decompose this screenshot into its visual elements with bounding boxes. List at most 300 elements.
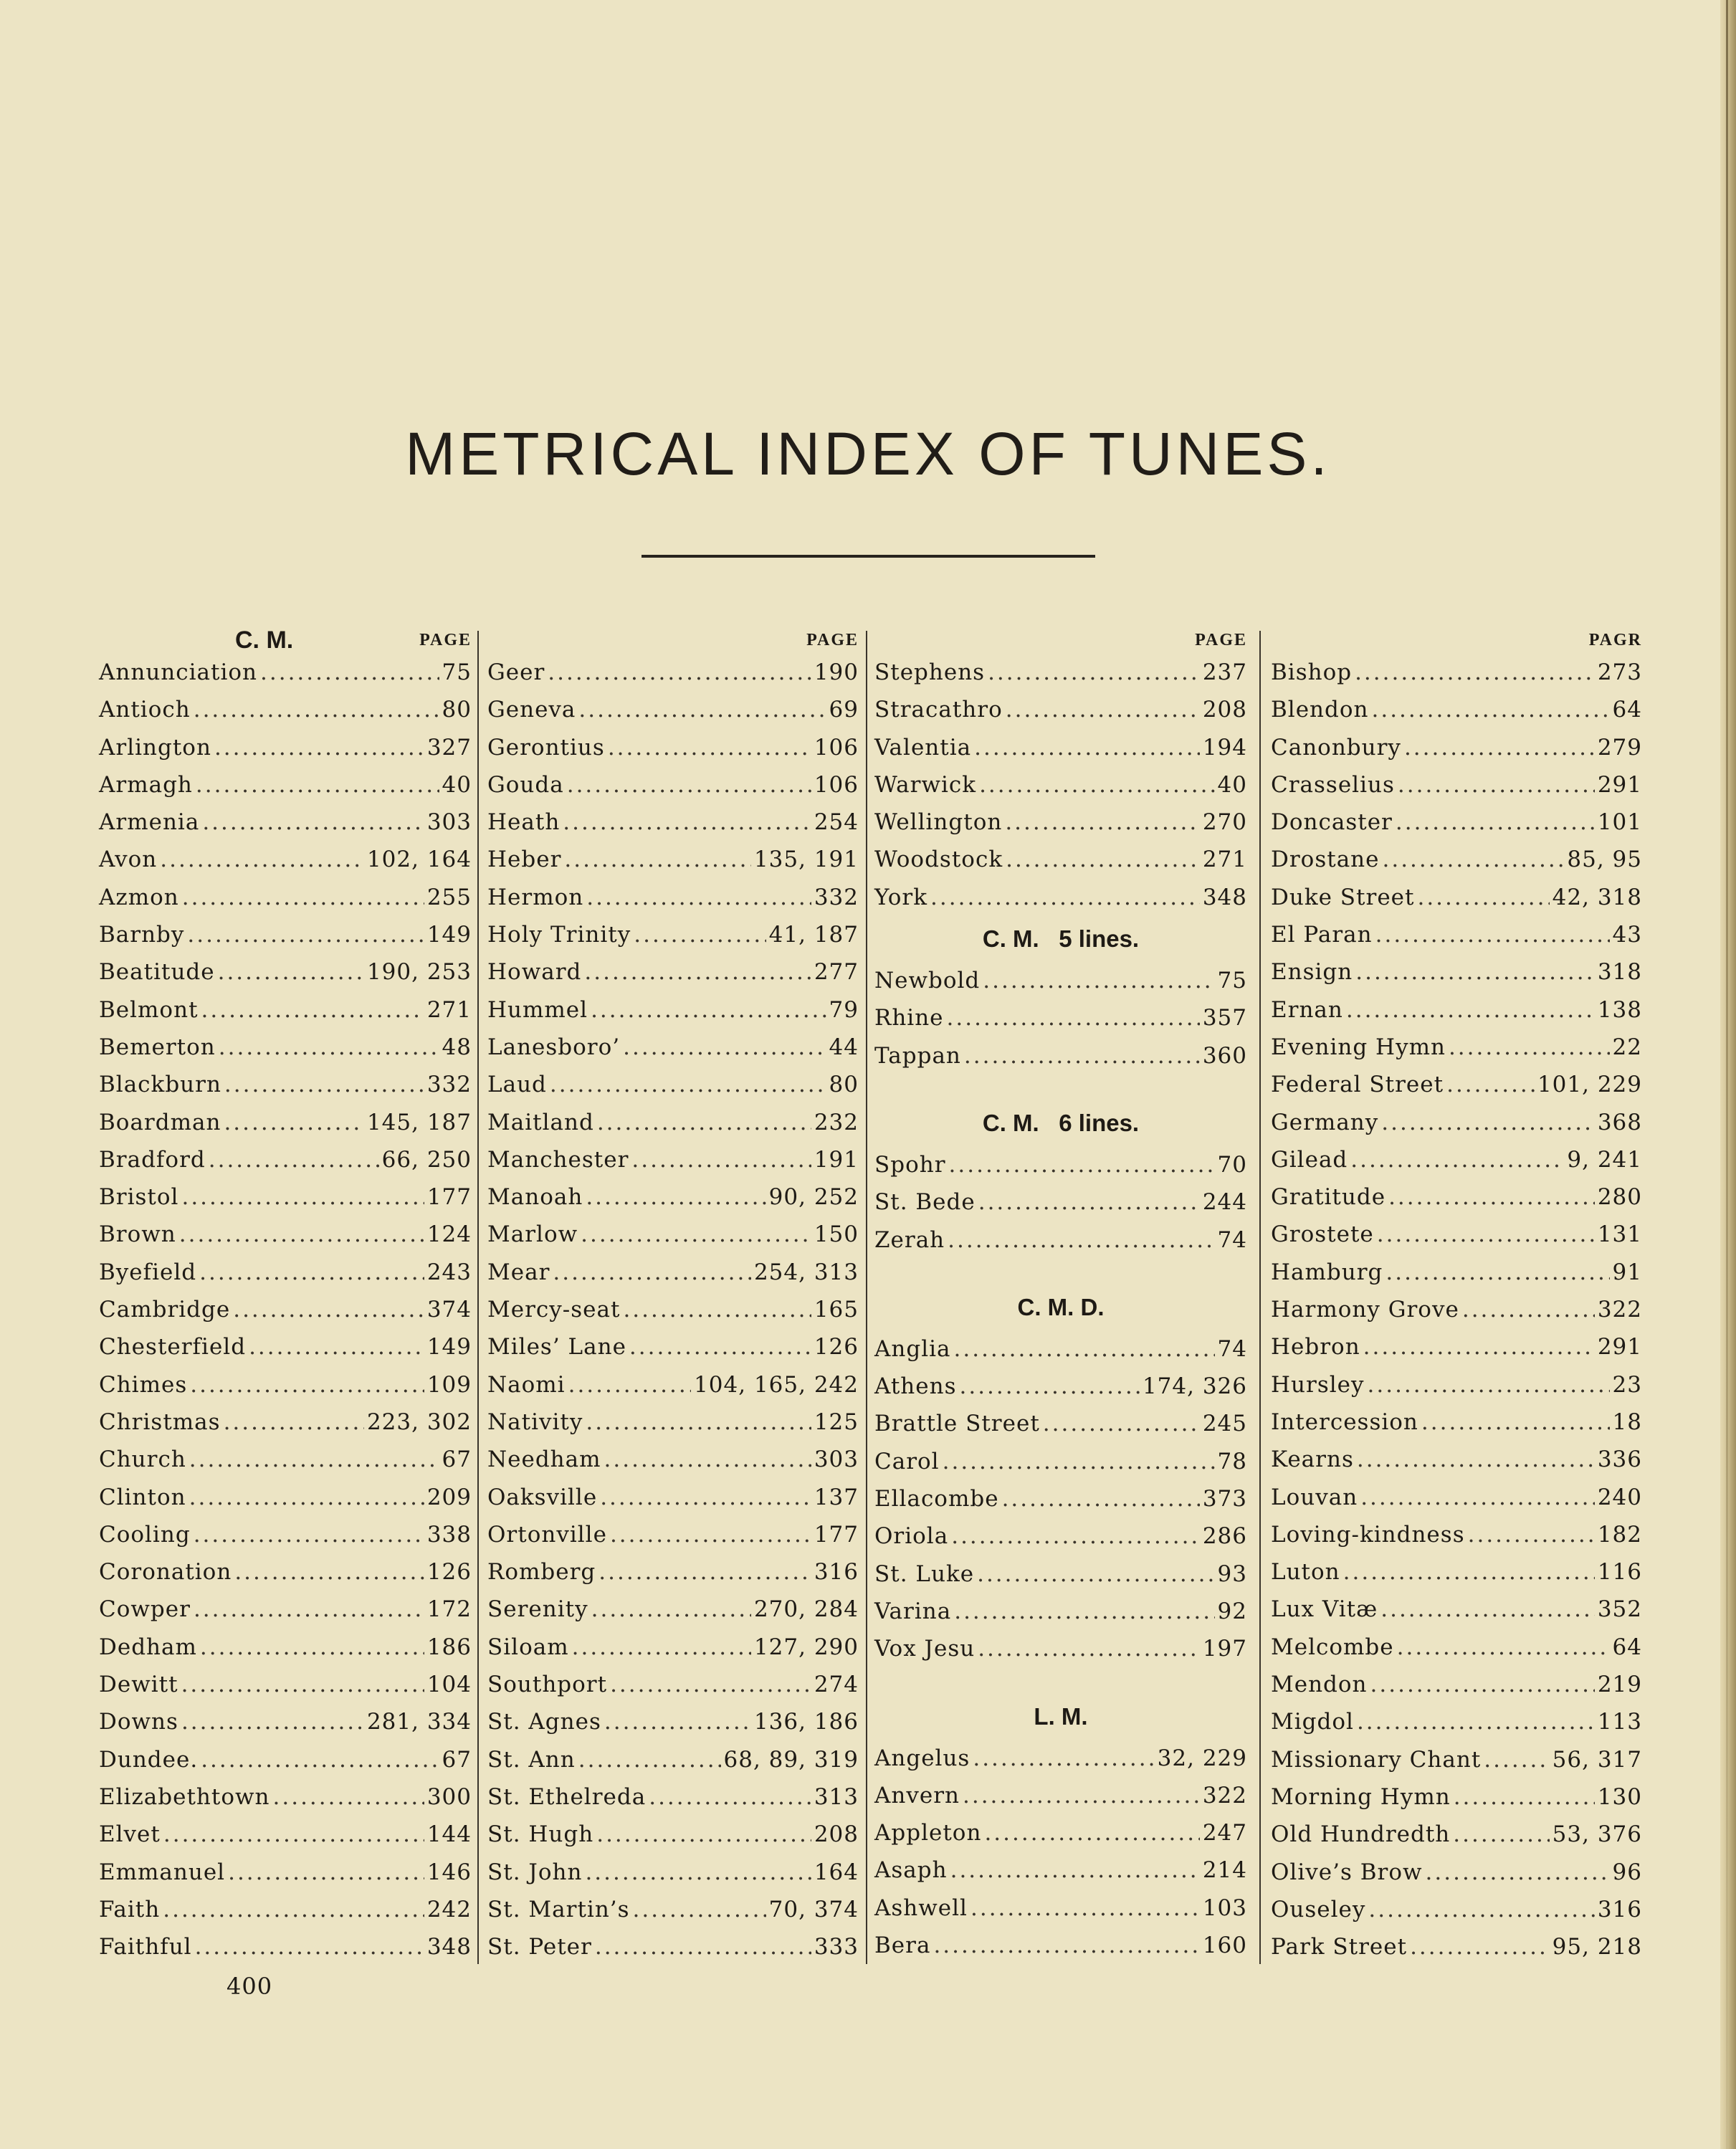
tune-name: Hursley [1271,1371,1365,1398]
tune-name: Blackburn [99,1072,221,1098]
tune-name: Zerah [874,1226,945,1253]
tune-name: Geer [487,659,545,685]
dot-leader [951,1517,1200,1555]
tune-page: 313 [814,1783,859,1810]
dot-leader [1396,804,1595,841]
tune-name: Armenia [99,809,200,836]
tune-entry [874,1927,1247,1964]
dot-leader [591,1591,751,1628]
tune-entry [99,1479,472,1516]
dot-leader [568,1366,691,1404]
tune-page: 48 [442,1034,472,1060]
tune-name: Serenity [487,1596,588,1623]
dot-leader [1462,1291,1595,1328]
tune-page: 273 [1597,659,1642,685]
tune-name: Chesterfield [99,1334,247,1361]
tune-page: 53, 376 [1552,1821,1642,1848]
dot-leader [550,1066,826,1103]
tune-name: Valentia [874,734,972,761]
tune-name: Howard [487,959,582,986]
tune-page: 85, 95 [1567,847,1642,873]
tune-page: 165 [814,1297,859,1323]
tune-page: 18 [1612,1409,1642,1435]
dot-leader [578,691,826,728]
dot-leader [194,1516,424,1553]
tune-page: 332 [814,884,859,910]
dot-leader [581,1216,811,1253]
dot-leader [233,1291,424,1328]
tune-name: St. Agnes [487,1709,601,1735]
tune-page: 279 [1597,734,1642,761]
tune-name: Holy Trinity [487,922,631,948]
tune-entry [874,1593,1247,1630]
tune-page: 22 [1612,1034,1642,1060]
tune-name: Stracathro [874,697,1003,723]
dot-leader [983,962,1214,999]
tune-entry [1271,916,1642,953]
tune-page: 56, 317 [1552,1746,1642,1773]
column-divider [477,631,479,1964]
tune-entry [874,962,1247,999]
tune-name: Grostete [1271,1221,1374,1248]
dot-leader [201,1741,439,1778]
dot-leader [1002,1480,1200,1517]
tune-entry [874,1890,1247,1927]
tune-entry [487,916,859,953]
tune-entry [1271,1516,1642,1553]
tune-entry [99,1141,472,1178]
dot-leader [1421,1404,1610,1441]
tune-page: 43 [1612,922,1642,948]
tune-entry [487,879,859,916]
tune-page: 194 [1202,734,1247,761]
dot-leader [1453,1816,1549,1853]
dot-leader [201,991,424,1029]
tune-page: 104, 165, 242 [694,1371,859,1398]
dot-leader [1380,1591,1595,1628]
dot-leader [978,1183,1200,1221]
tune-page: 90, 252 [768,1184,859,1211]
tune-name: Crasselius [1271,771,1395,798]
tune-entry [874,1146,1247,1183]
tune-entry [99,766,472,804]
dot-leader [563,804,811,841]
dot-leader [1449,1029,1610,1066]
dot-leader [1355,654,1595,691]
tune-page: 291 [1597,1334,1642,1361]
dot-leader [1377,1216,1595,1253]
tune-entry [99,1029,472,1066]
tune-name: Gilead [1271,1146,1348,1173]
page-column-label: PAGE [1195,631,1247,649]
tune-name: Ortonville [487,1521,607,1548]
tune-name: Barnby [99,922,185,948]
dot-leader [163,1816,424,1853]
dot-leader [1383,841,1565,878]
tune-page: 243 [426,1259,472,1285]
tune-entry [99,1741,472,1778]
tune-page: 197 [1202,1636,1247,1662]
dot-leader [218,953,364,991]
tune-page: 271 [426,996,472,1023]
tune-name: Bishop [1271,659,1353,685]
tune-page: 338 [426,1521,472,1548]
tune-entry [99,691,472,728]
tune-entry [1271,654,1642,691]
dot-leader [1386,1254,1609,1291]
tune-entry [99,1291,472,1328]
tune-page: 291 [1597,771,1642,798]
tune-entry [1271,1854,1642,1891]
tune-entry [1271,1366,1642,1404]
tune-entry [1271,1141,1642,1178]
tune-page: 92 [1217,1598,1247,1624]
tune-name: Mendon [1271,1672,1368,1698]
tune-name: Emmanuel [99,1859,226,1885]
tune-page: 333 [814,1934,859,1960]
dot-leader [214,729,424,766]
tune-page: 232 [814,1109,859,1135]
tune-name: Naomi [487,1371,566,1398]
tune-page: 78 [1217,1448,1247,1474]
tune-entry [99,1591,472,1628]
tune-page: 80 [829,1072,859,1098]
page-binding-edge [1720,0,1736,2149]
dot-leader [181,1178,424,1216]
column-header [99,625,472,654]
dot-leader [1006,691,1200,728]
dot-leader [596,1816,811,1853]
tune-entry [1271,1666,1642,1703]
tune-name: Maitland [487,1109,594,1135]
tune-name: Needham [487,1447,601,1473]
tune-entry [487,841,859,878]
tune-entry [487,1891,859,1928]
tune-name: Melcombe [1271,1634,1394,1660]
dot-leader [224,1066,424,1103]
tune-name: Christmas [99,1409,221,1435]
dot-leader [963,1777,1200,1814]
dot-leader [649,1778,811,1816]
dot-leader [988,654,1200,691]
tune-entry [99,729,472,766]
dot-leader [586,1178,766,1216]
meter-heading: C. M. 5 lines. [982,925,1140,953]
tune-page: 106 [814,734,859,761]
tune-page: 322 [1202,1782,1247,1809]
tune-name: Ensign [1271,959,1353,986]
tune-entry [1271,1328,1642,1366]
tune-name: St. Martin’s [487,1896,630,1922]
tune-entry [487,1778,859,1816]
tune-entry [487,1404,859,1441]
dot-leader [182,879,424,916]
tune-page: 67 [442,1447,472,1473]
tune-name: Lux Vitæ [1271,1596,1378,1623]
tune-name: Cowper [99,1596,191,1623]
dot-leader [978,1630,1200,1667]
dot-leader [1368,1891,1594,1928]
tune-name: Wellington [874,809,1003,836]
tune-entry [1271,1928,1642,1965]
tune-name: Mear [487,1259,550,1285]
tune-name: Coronation [99,1559,232,1586]
tune-entry [1271,953,1642,991]
dot-leader [1468,1516,1595,1553]
dot-leader [949,1146,1215,1183]
dot-leader [199,1254,424,1291]
tune-page: 242 [426,1896,472,1922]
tune-page: 124 [426,1221,472,1248]
tune-name: Southport [487,1672,608,1698]
tune-page: 240 [1597,1484,1642,1510]
index-column-2 [487,625,859,1973]
tune-name: Blendon [1271,697,1369,723]
tune-entry [487,1216,859,1253]
tune-name: Chimes [99,1371,188,1398]
tune-name: Manoah [487,1184,583,1211]
page-column-label: PAGR [1588,631,1642,649]
tune-page: 137 [814,1484,859,1510]
dot-leader [1370,1666,1595,1703]
tune-entry [99,1441,472,1478]
tune-page: 79 [829,996,859,1023]
tune-name: St. Luke [874,1560,975,1587]
tune-entry [99,1928,472,1965]
index-column-1 [99,625,472,1973]
dot-leader [948,1221,1214,1259]
dot-leader [219,1029,439,1066]
tune-entry [487,1516,859,1553]
tune-entry [1271,1816,1642,1853]
tune-page: 303 [426,809,472,836]
column-divider [1259,631,1261,1964]
dot-leader [572,1629,751,1666]
tune-page: 126 [814,1334,859,1361]
tune-entry [99,1666,472,1703]
tune-entry [487,1141,859,1178]
tune-entry [874,1852,1247,1889]
tune-entry [1271,1029,1642,1066]
tune-name: El Paran [1271,922,1373,948]
meter-heading: C. M. 6 lines. [982,1109,1140,1136]
tune-name: York [874,884,928,910]
tune-page: 348 [426,1934,472,1960]
tune-page: 190 [814,659,859,685]
tune-page: 116 [1597,1559,1642,1586]
tune-page: 138 [1597,996,1642,1023]
dot-leader [595,1928,811,1965]
dot-leader [181,1703,364,1740]
tune-entry [874,729,1247,766]
tune-name: Dedham [99,1634,197,1660]
page-number: 400 [226,1973,273,2000]
meter-heading: L. M. [1034,1702,1088,1730]
dot-leader [604,1441,811,1478]
tune-entry [1271,841,1642,878]
tune-name: Kearns [1271,1447,1354,1473]
tune-name: Azmon [99,884,179,910]
dot-leader [984,1814,1199,1852]
tune-name: Newbold [874,968,981,994]
tune-entry [487,1328,859,1366]
tune-page: 332 [426,1072,472,1098]
tune-page: 316 [1597,1896,1642,1922]
tune-name: Tappan [874,1042,961,1069]
tune-page: 149 [426,1334,472,1361]
dot-leader [604,1703,751,1740]
tune-page: 303 [814,1447,859,1473]
dot-leader [1005,804,1200,841]
tune-name: Ashwell [874,1895,968,1921]
tune-name: St. Hugh [487,1821,594,1848]
tune-name: Vox Jesu [874,1636,976,1662]
dot-leader [1446,1066,1535,1103]
tune-page: 44 [829,1034,859,1060]
dot-leader [597,1104,811,1141]
tune-entry [1271,804,1642,841]
tune-name: Old Hundredth [1271,1821,1451,1848]
tune-name: Beatitude [99,959,215,986]
tune-page: 374 [426,1297,472,1323]
tune-entry [874,1037,1247,1074]
tune-entry [1271,1591,1642,1628]
tune-page: 64 [1612,1634,1642,1660]
dot-leader [954,1593,1214,1630]
tune-entry [487,729,859,766]
tune-name: Belmont [99,996,199,1023]
tune-page: 75 [442,659,472,685]
tune-page: 223, 302 [366,1409,472,1435]
tune-entry [1271,1404,1642,1441]
column-header [487,625,859,654]
tune-entry [487,1741,859,1778]
tune-entry [487,804,859,841]
tune-name: St. Ethelreda [487,1783,647,1810]
dot-leader [623,1291,811,1328]
tune-entry [874,999,1247,1037]
dot-leader [163,1891,424,1928]
dot-leader [977,1555,1214,1593]
tune-entry [1271,879,1642,916]
tune-name: Ellacombe [874,1486,999,1512]
dot-leader [187,916,424,953]
tune-page: 274 [814,1672,859,1698]
tune-page: 348 [1202,884,1247,910]
dot-leader [610,1666,811,1703]
dot-leader [960,1368,1140,1405]
tune-name: Laud [487,1072,547,1098]
tune-entry [99,1629,472,1666]
dot-leader [1363,1328,1595,1366]
dot-leader [1371,691,1609,728]
tune-entry [487,1104,859,1141]
tune-page: 270, 284 [753,1596,859,1623]
dot-leader [209,1141,379,1178]
tune-name: Dundee. [99,1746,199,1773]
dot-leader [634,916,766,953]
tune-page: 244 [1202,1189,1247,1216]
tune-page: 101, 229 [1537,1072,1642,1098]
tune-entry [487,1854,859,1891]
tune-name: Gerontius [487,734,605,761]
tune-page: 316 [814,1559,859,1586]
tune-page: 150 [814,1221,859,1248]
tune-name: Woodstock [874,847,1003,873]
tune-entry [487,654,859,691]
tune-entry [99,1104,472,1141]
tune-page: 373 [1202,1486,1247,1512]
tune-page: 149 [426,922,472,948]
dot-leader [1454,1778,1595,1816]
tune-entry [99,1516,472,1553]
tune-name: Duke Street [1271,884,1415,910]
tune-entry [99,654,472,691]
dot-leader [1043,1405,1200,1442]
dot-leader [224,1104,364,1141]
tune-page: 336 [1597,1447,1642,1473]
dot-leader [1346,991,1595,1029]
tune-entry [874,1443,1247,1480]
tune-page: 208 [1202,697,1247,723]
tune-name: Carol [874,1448,940,1474]
tune-page: 96 [1612,1859,1642,1885]
tune-entry [487,1629,859,1666]
tune-entry [99,879,472,916]
tune-name: Migdol [1271,1709,1354,1735]
tune-entry [99,1366,472,1404]
dot-leader [1343,1553,1595,1591]
tune-page: 69 [829,697,859,723]
tune-page: 281, 334 [366,1709,472,1735]
tune-entry [874,1740,1247,1777]
tune-page: 74 [1217,1226,1247,1253]
tune-name: Gratitude [1271,1184,1386,1211]
tune-page: 237 [1202,659,1247,685]
tune-page: 67 [442,1746,472,1773]
tune-entry [874,1405,1247,1442]
tune-entry [487,1291,859,1328]
tune-page: 254 [814,809,859,836]
tune-entry [874,691,1247,728]
tune-page: 95, 218 [1552,1934,1642,1960]
index-column-4 [1271,625,1642,1973]
dot-leader [954,1330,1215,1368]
dot-leader [1357,1703,1595,1740]
dot-leader [964,1037,1200,1074]
tune-name: Cooling [99,1521,191,1548]
tune-name: Drostane [1271,847,1380,873]
tune-page: 190, 253 [366,959,472,986]
tune-name: Spohr [874,1151,946,1178]
tune-entry [487,953,859,991]
tune-page: 135, 191 [753,847,859,873]
tune-name: St. Peter [487,1934,592,1960]
tune-page: 102, 164 [366,847,472,873]
tune-entry [487,1479,859,1516]
tune-page: 75 [1217,968,1247,994]
tune-entry [487,1178,859,1216]
dot-leader [224,1404,364,1441]
tune-page: 327 [426,734,472,761]
dot-leader [623,1029,826,1066]
tune-name: Geneva [487,697,576,723]
tune-page: 146 [426,1859,472,1885]
tune-name: St. Bede [874,1189,976,1216]
tune-name: Downs [99,1709,178,1735]
tune-entry [487,1366,859,1404]
tune-entry [99,1254,472,1291]
